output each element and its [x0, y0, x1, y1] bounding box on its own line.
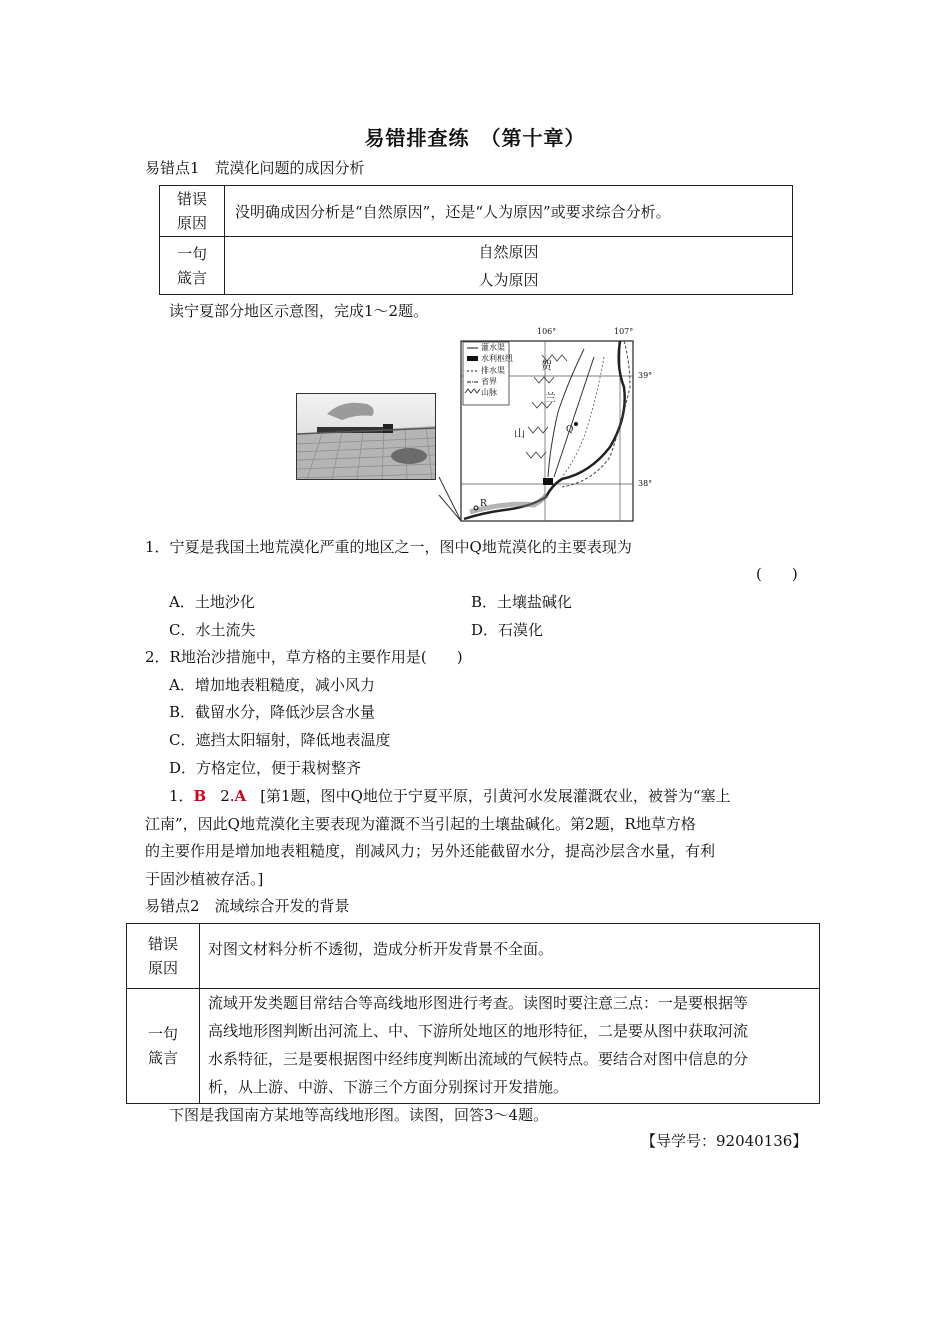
q2-option-b: B．截留水分，降低沙层含水量 — [169, 703, 376, 721]
desert-railway-photo — [296, 393, 436, 480]
q2-stem: 2．R地治沙措施中，草方格的主要作用是( ) — [145, 648, 463, 666]
q1-option-d: D．石漠化 — [471, 621, 544, 639]
q2-option-a: A．增加地表粗糙度，减小风力 — [169, 676, 375, 694]
error-label-2: 错误 原因 — [127, 924, 200, 989]
motto-text-2: 流域开发类题目常结合等高线地形图进行考查。读图时要注意三点：一是要根据等 高线地形图判断出河流上、中、下游所处地区的地形特征，二是要从图中获取河流 水系特征，三是要根据图中经纬度判断出流域的气候特点。要结合对图中信息的分 析，从上游、中游、下游三个方面分别探讨开发措施。 — [200, 989, 820, 1104]
answer-2: A — [234, 787, 247, 805]
legend-border: 省界 — [481, 377, 497, 386]
answer-line-4: 于固沙植被存活。] — [145, 870, 264, 888]
q1-option-c: C．水土流失 — [169, 621, 256, 639]
motto-text: 自然原因 人为原因 — [225, 237, 793, 295]
section2-intro: 下图是我国南方某地等高线地形图。读图，回答3～4题。 — [169, 1106, 549, 1124]
motto-label-2: 一句 箴言 — [127, 989, 200, 1104]
q1-option-b: B．土壤盐碱化 — [471, 593, 573, 611]
q2-option-c: C．遮挡太阳辐射，降低地表温度 — [169, 731, 391, 749]
section2-table — [126, 923, 820, 1104]
map-label-he: 贺 — [541, 359, 552, 372]
ningxia-map — [434, 327, 674, 523]
section1-heading: 易错点1 荒漠化问题的成因分析 — [145, 159, 365, 177]
error-text-2: 对图文材料分析不透彻，造成分析开发背景不全面。 — [200, 924, 820, 989]
lat-38-label: 38° — [638, 479, 653, 488]
q1-stem: 1．宁夏是我国土地荒漠化严重的地区之一，图中Q地荒漠化的主要表现为 — [145, 538, 632, 556]
q2-option-d: D．方格定位，便于栽树整齐 — [169, 759, 362, 777]
guide-number: 【导学号：92040136】 — [641, 1132, 808, 1150]
answer-1: B — [193, 787, 207, 805]
answer-line-3: 的主要作用是增加地表粗糙度，削减风力；另外还能截留水分，提高沙层含水量，有利 — [145, 842, 716, 860]
error-text: 没明确成因分析是“自然原因”，还是“人为原因”或要求综合分析。 — [225, 186, 793, 237]
legend-mountain: 山脉 — [481, 388, 497, 397]
motto-label: 一句 箴言 — [160, 237, 225, 295]
q1-bracket: ( ) — [756, 565, 798, 583]
lat-39-label: 39° — [638, 371, 653, 380]
legend-hydro: 水利枢纽 — [481, 354, 513, 363]
page-title: 易错排查练 （第十章） — [364, 126, 586, 150]
section1-intro: 读宁夏部分地区示意图，完成1～2题。 — [169, 302, 429, 320]
error-label: 错误 原因 — [160, 186, 225, 237]
map-label-q: Q — [566, 425, 574, 435]
answer-line-2: 江南”，因此Q地荒漠化主要表现为灌溉不当引起的土壤盐碱化。第2题，R地草方格 — [145, 815, 696, 833]
legend-irrigation: 灌水渠 — [481, 343, 505, 352]
lon-107-label: 107° — [614, 327, 634, 336]
answer-line-1: 1．B 2.A [第1题，图中Q地位于宁夏平原，引黄河水发展灌溉农业，被誉为“塞上 — [169, 787, 731, 805]
section1-table — [159, 185, 793, 295]
map-label-lan: 兰 — [545, 391, 556, 404]
map-label-shan: 山 — [514, 427, 525, 440]
section2-heading: 易错点2 流域综合开发的背景 — [145, 897, 350, 915]
lon-106-label: 106° — [537, 327, 557, 336]
q1-option-a: A．土地沙化 — [169, 593, 255, 611]
map-label-r: R — [480, 499, 487, 509]
legend-drainage: 排水渠 — [481, 366, 505, 375]
